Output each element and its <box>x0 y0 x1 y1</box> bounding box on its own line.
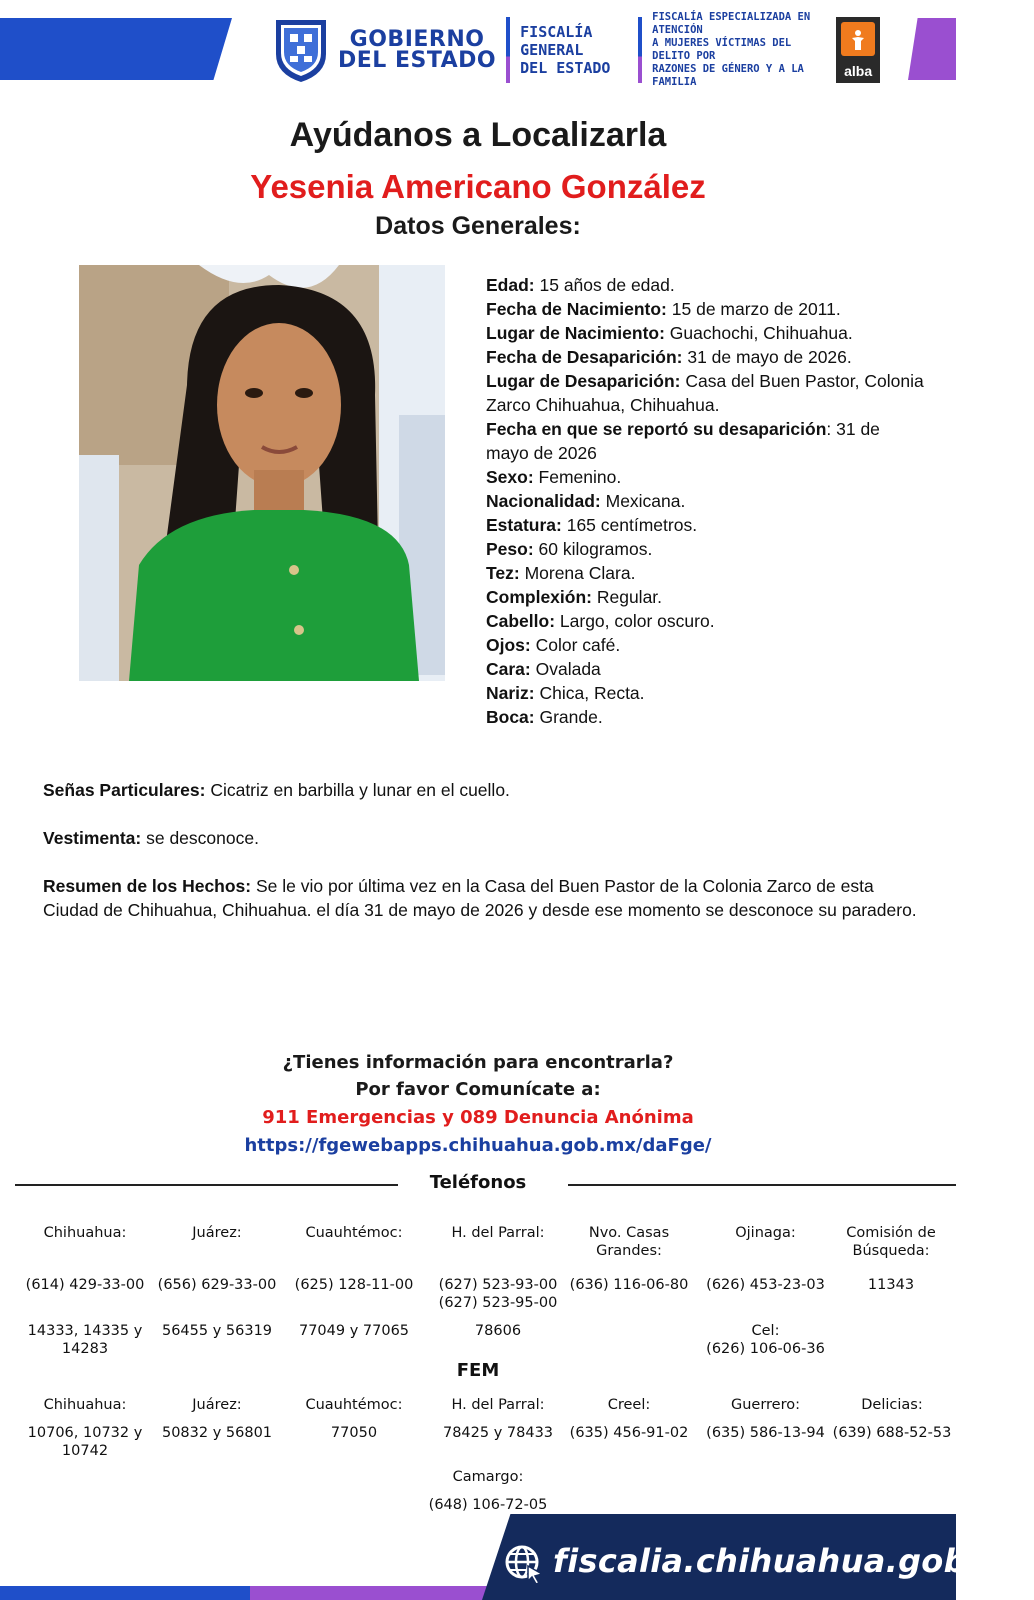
detail-value: : 31 de mayo de 2026 <box>486 419 880 463</box>
detail-value: Regular. <box>591 587 663 607</box>
fem-city-camargo: Camargo: <box>452 1469 524 1485</box>
detail-label: Tez: <box>486 563 520 583</box>
telefonos-city: H. del Parral: <box>451 1225 545 1241</box>
detail-row <box>486 633 926 657</box>
general-data-heading: Datos Generales: <box>375 212 581 240</box>
fem-value: (635) 456-91-02 <box>569 1425 689 1441</box>
telefonos-phone: (636) 116-06-80 <box>569 1277 689 1293</box>
detail-row <box>486 321 926 345</box>
fem-city: Delicias: <box>861 1397 923 1413</box>
vestimenta-value: se desconoce. <box>141 828 259 848</box>
detail-value: Morena Clara. <box>519 563 636 583</box>
fem-logo-text <box>652 11 826 89</box>
detail-value: Grande. <box>534 707 603 727</box>
detail-value: Guachochi, Chihuahua. <box>664 323 853 343</box>
telefonos-heading: Teléfonos <box>429 1172 527 1193</box>
gobierno-line-1: GOBIERNO <box>349 27 485 52</box>
fem-city: Creel: <box>607 1397 651 1413</box>
contact-url-link[interactable]: https://fgewebapps.chihuahua.gob.mx/daFge/ <box>244 1135 712 1156</box>
resumen-value: Se le vio por última vez en la Casa del Buen Pastor de la Colonia Zarco de esta Ciudad de Chihuahua, Chihuahua. el día 31 de mayo de 2026 y desde ese momento se desconoce su paradero. <box>43 876 917 920</box>
contact-emergency: 911 Emergencias y 089 Denuncia Anónima <box>262 1107 694 1128</box>
fiscalia-line-2: DEL ESTADO <box>520 59 611 77</box>
fiscalia-logo-text <box>520 23 628 77</box>
header-separator-2 <box>638 17 642 83</box>
detail-value: Casa del Buen Pastor, Colonia Zarco Chihuahua, Chihuahua. <box>486 371 924 415</box>
detail-row <box>486 585 926 609</box>
detail-label: Peso: <box>486 539 534 559</box>
fem-city: Guerrero: <box>730 1397 801 1413</box>
fem-city: Cuauhtémoc: <box>305 1397 403 1413</box>
vestimenta <box>43 826 923 850</box>
telefonos-phone: 11343 <box>867 1277 915 1293</box>
fem-value: 77050 <box>330 1425 378 1441</box>
detail-row <box>486 345 926 369</box>
detail-label: Boca: <box>486 707 535 727</box>
alba-figure-icon <box>850 29 866 51</box>
fem-heading: FEM <box>456 1360 500 1381</box>
telefonos-city: Chihuahua: <box>43 1225 127 1241</box>
detail-label: Fecha en que se reportó su desaparición <box>486 419 827 439</box>
fiscalia-line-1: FISCALÍA GENERAL <box>520 23 593 59</box>
detail-label: Cara: <box>486 659 531 679</box>
detail-value: 15 años de edad. <box>534 275 675 295</box>
header-bar-blue <box>0 18 232 80</box>
detail-row <box>486 513 926 537</box>
fem-value: (639) 688-52-53 <box>832 1425 952 1441</box>
detail-label: Lugar de Desaparición: <box>486 371 681 391</box>
fem-line-2: A MUJERES VÍCTIMAS DEL DELITO POR <box>652 37 792 62</box>
telefonos-city: Ojinaga: <box>735 1225 796 1241</box>
detail-value: 60 kilogramos. <box>533 539 653 559</box>
detail-row <box>486 465 926 489</box>
telefonos-extension: 14333, 14335 y 14283 <box>27 1323 143 1357</box>
detail-value: Largo, color oscuro. <box>555 611 715 631</box>
alba-logo <box>836 17 880 83</box>
telefonos-city: Cuauhtémoc: <box>305 1225 403 1241</box>
fem-value: 50832 y 56801 <box>161 1425 273 1441</box>
fem-value-camargo: (648) 106-72-05 <box>428 1497 548 1513</box>
missing-person-photo <box>79 265 445 681</box>
detail-row <box>486 705 926 729</box>
globe-cursor-icon <box>504 1544 544 1584</box>
telefonos-city: Nvo. Casas Grandes: <box>588 1225 670 1259</box>
contact-please: Por favor Comunícate a: <box>355 1079 601 1100</box>
detail-row <box>486 561 926 585</box>
detail-value: Ovalada <box>530 659 601 679</box>
resumen-label: Resumen de los Hechos: <box>43 876 252 896</box>
vestimenta-label: Vestimenta: <box>43 828 142 848</box>
telefonos-phone: (656) 629-33-00 <box>157 1277 277 1293</box>
detail-value: Mexicana. <box>600 491 686 511</box>
header-logos <box>272 11 880 88</box>
detail-label: Fecha de Nacimiento: <box>486 299 667 319</box>
header-separator <box>506 17 510 83</box>
detail-label: Cabello: <box>486 611 556 631</box>
detail-label: Complexión: <box>486 587 592 607</box>
detail-label: Nacionalidad: <box>486 491 601 511</box>
senas-label: Señas Particulares: <box>43 780 206 800</box>
fem-city: Chihuahua: <box>43 1397 127 1413</box>
detail-row <box>486 657 926 681</box>
fem-value: 78425 y 78433 <box>442 1425 554 1441</box>
detail-label: Estatura: <box>486 515 562 535</box>
telefonos-city: Comisión de Búsqueda: <box>846 1225 936 1259</box>
telefonos-extension: 78606 <box>474 1323 522 1339</box>
header-bar-purple <box>908 18 956 80</box>
telefonos-phone: (614) 429-33-00 <box>25 1277 145 1293</box>
detail-row <box>486 681 926 705</box>
detail-value: Chica, Recta. <box>534 683 645 703</box>
missing-person-name: Yesenia Americano González <box>250 168 706 205</box>
detail-value: 15 de marzo de 2011. <box>666 299 841 319</box>
footer-website-link[interactable]: fiscalia.chihuahua.gob.mx <box>553 1542 1034 1580</box>
telefonos-phone: (627) 523-93-00 (627) 523-95-00 <box>438 1277 558 1311</box>
fem-city: H. del Parral: <box>451 1397 545 1413</box>
detail-label: Edad: <box>486 275 535 295</box>
detail-label: Lugar de Nacimiento: <box>486 323 665 343</box>
detail-label: Ojos: <box>486 635 531 655</box>
detail-value: Femenino. <box>533 467 622 487</box>
fem-value: 10706, 10732 y 10742 <box>27 1425 143 1459</box>
fem-line-1: FISCALÍA ESPECIALIZADA EN ATENCIÓN <box>652 11 811 36</box>
state-shield-icon <box>272 16 330 84</box>
detail-row <box>486 609 926 633</box>
telefonos-extension: 77049 y 77065 <box>298 1323 410 1339</box>
detail-row <box>486 369 926 417</box>
telefonos-phone: (625) 128-11-00 <box>294 1277 414 1293</box>
detail-row <box>486 417 926 465</box>
detail-value: Color café. <box>530 635 621 655</box>
alba-label: alba <box>844 63 873 79</box>
telefonos-extension: 56455 y 56319 <box>161 1323 273 1339</box>
resumen-hechos <box>43 874 923 922</box>
contact-question: ¿Tienes información para encontrarla? <box>282 1052 674 1073</box>
detail-value: 31 de mayo de 2026. <box>682 347 852 367</box>
detail-label: Nariz: <box>486 683 535 703</box>
fem-value: (635) 586-13-94 <box>706 1425 825 1441</box>
detail-label: Fecha de Desaparición: <box>486 347 683 367</box>
detail-row <box>486 273 926 297</box>
page-heading: Ayúdanos a Localizarla <box>289 116 667 154</box>
fem-city: Juárez: <box>192 1397 242 1413</box>
senas-value: Cicatriz en barbilla y lunar en el cuello. <box>205 780 510 800</box>
gobierno-line-2: DEL ESTADO <box>338 48 497 73</box>
detail-value: 165 centímetros. <box>561 515 698 535</box>
telefonos-phone: (626) 453-23-03 <box>706 1277 825 1293</box>
detail-label: Sexo: <box>486 467 534 487</box>
telefonos-city: Juárez: <box>192 1225 242 1241</box>
fem-line-3: RAZONES DE GÉNERO Y A LA FAMILIA <box>652 63 804 88</box>
gobierno-logo-text <box>338 29 496 71</box>
senas-particulares <box>43 778 923 802</box>
footer-bar-purple <box>250 1586 520 1600</box>
detail-row <box>486 297 926 321</box>
detail-row <box>486 489 926 513</box>
detail-row <box>486 537 926 561</box>
telefonos-extension: Cel: (626) 106-06-36 <box>706 1323 825 1357</box>
general-data-list <box>486 273 926 729</box>
